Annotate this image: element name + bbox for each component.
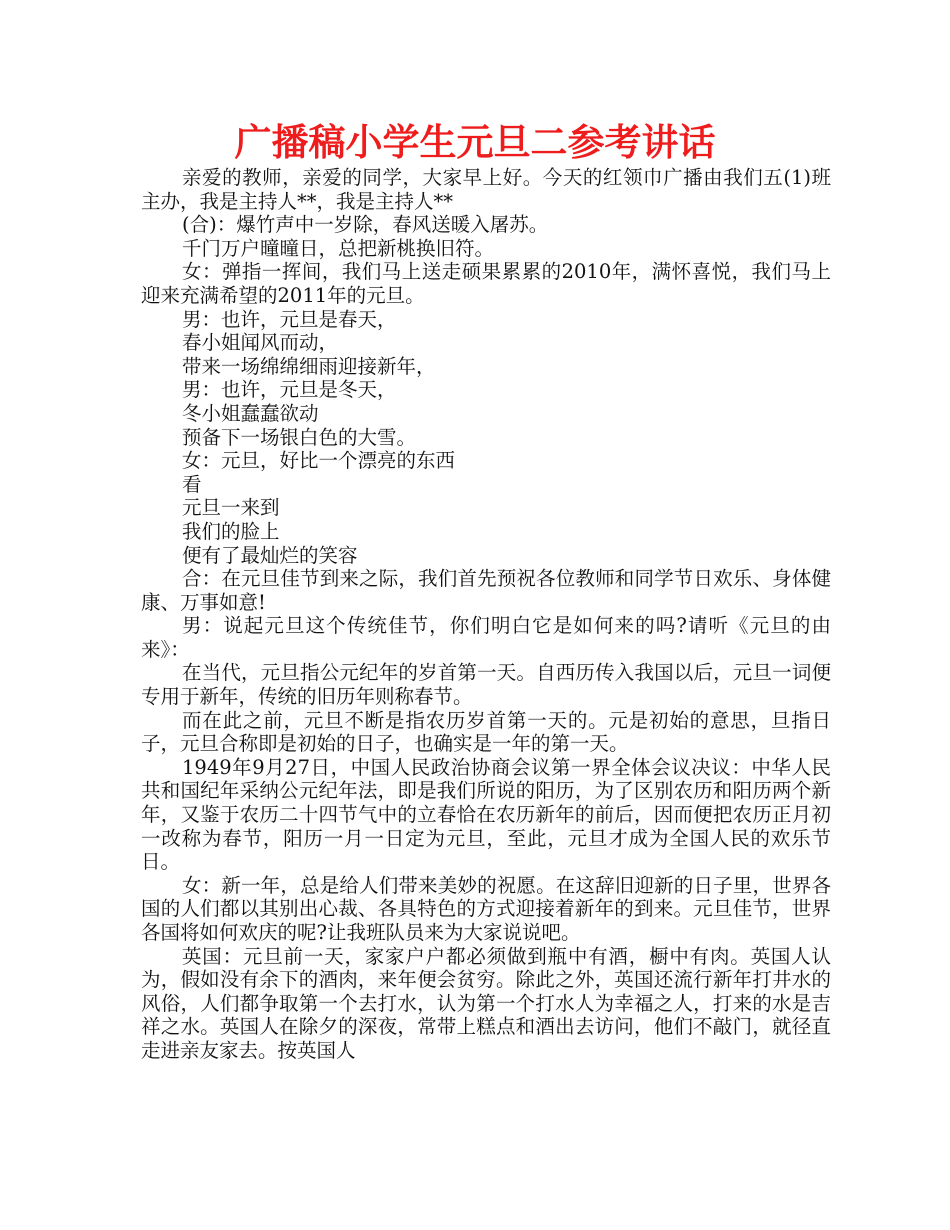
paragraph: 英国：元旦前一天，家家户户都必须做到瓶中有酒，橱中有肉。英国人认为，假如没有余下的酒肉，来年便会贫穷。除此之外，英国还流行新年打井水的风俗，人们都争取第一个去打水，认为第一个打水人为幸福之人，打来的水是吉祥之水。英国人在除夕的深夜，常带上糕点和酒出去访问，他们不敲门，就径直走进亲友家去。按英国人 — [141, 944, 831, 1062]
paragraph: 元旦一来到 — [182, 496, 280, 520]
paragraph: 男：说起元旦这个传统佳节，你们明白它是如何来的吗?请听《元旦的由来》： — [141, 614, 831, 661]
paragraph: 看 — [182, 472, 202, 496]
paragraph: 1949年9月27日，中国人民政治协商会议第一界全体会议决议：中华人民共和国纪年采纳公元纪年法，即是我们所说的阳历，为了区别农历和阳历两个新年，又鉴于农历二十四节气中的立春恰在农历新年的前后，因而便把农历正月初一改称为春节，阳历一月一日定为元旦，至此，元旦才成为全国人民的欢乐节日。 — [141, 755, 831, 874]
paragraph: 春小姐闻风而动， — [182, 331, 339, 355]
paragraph: 千门万户曈曈日，总把新桃换旧符。 — [182, 236, 495, 260]
paragraph: 冬小姐蠢蠢欲动 — [182, 401, 319, 425]
paragraph: (合)：爆竹声中一岁除，春风送暖入屠苏。 — [182, 213, 549, 237]
paragraph: 亲爱的教师，亲爱的同学，大家早上好。今天的红领巾广播由我们五(1)班主办，我是主持人**，我是主持人** — [141, 166, 831, 213]
paragraph: 男：也许，元旦是冬天， — [182, 378, 397, 402]
document-title: 广播稿小学生元旦二参考讲话 — [234, 121, 716, 164]
paragraph: 男：也许，元旦是春天， — [182, 307, 397, 331]
paragraph: 而在此之前，元旦不断是指农历岁首第一天的。元是初始的意思，旦指日子，元旦合称即是初始的日子，也确实是一年的第一天。 — [141, 708, 831, 756]
paragraph: 我们的脸上 — [182, 519, 280, 543]
paragraph: 便有了最灿烂的笑容 — [182, 543, 358, 567]
paragraph: 女：新一年，总是给人们带来美妙的祝愿。在这辞旧迎新的日子里，世界各国的人们都以其别出心裁、各具特色的方式迎接着新年的到来。元旦佳节，世界各国将如何欢庆的呢?让我班队员来为大家说说吧。 — [141, 873, 831, 944]
paragraph: 女：元旦，好比一个漂亮的东西 — [182, 449, 456, 473]
paragraph: 合：在元旦佳节到来之际，我们首先预祝各位教师和同学节日欢乐、身体健康、万事如意! — [141, 567, 831, 614]
paragraph: 女：弹指一挥间，我们马上送走硕果累累的2010年，满怀喜悦，我们马上迎来充满希望的2011年的元旦。 — [141, 260, 831, 307]
paragraph: 预备下一场银白色的大雪。 — [182, 425, 417, 449]
document-body — [141, 166, 831, 1063]
paragraph: 在当代，元旦指公元纪年的岁首第一天。自西历传入我国以后，元旦一词便专用于新年，传统的旧历年则称春节。 — [141, 661, 831, 709]
paragraph: 带来一场绵绵细雨迎接新年， — [182, 354, 436, 378]
